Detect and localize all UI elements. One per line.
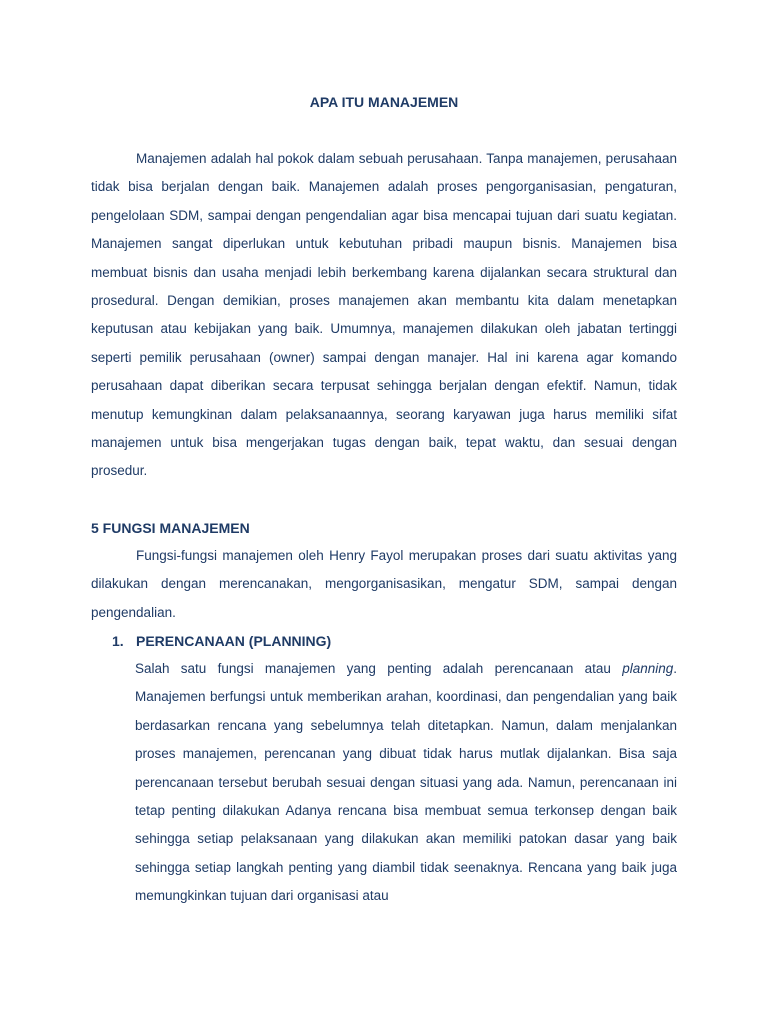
planning-italic-term: planning [622,661,674,676]
planning-paragraph [135,655,677,911]
planning-paragraph-text-after: . Manajemen berfungsi untuk memberikan arahan, koordinasi, dan pengendalian yang baik berdasarkan rencana yang sebelumnya telah ditetapkan. Namun, dalam menjalankan proses manajemen, perencanan yang dibuat tidak harus mutlak dijalankan. Bisa saja perencanaan tersebut berubah sesuai dengan situasi yang ada. Namun, perencanaan ini tetap penting dilakukan Adanya rencana bisa membuat semua terkonsep dengan baik sehingga setiap pelaksanaan yang dilakukan akan memiliki patokan dasar yang baik sehingga setiap langkah penting yang diambil tidak seenaknya. Rencana yang baik juga memungkinkan tujuan dari organisasi atau [135,661,677,904]
list-item-number: 1. [112,633,124,649]
intro-paragraph: Manajemen adalah hal pokok dalam sebuah perusahaan. Tanpa manajemen, perusahaan tidak bisa berjalan dengan baik. Manajemen adalah proses pengorganisasian, pengaturan, pengelolaan SDM, sampai dengan pengendalian agar bisa mencapai tujuan dari suatu kegiatan. Manajemen sangat diperlukan untuk kebutuhan pribadi maupun bisnis. Manajemen bisa membuat bisnis dan usaha menjadi lebih berkembang karena dijalankan secara struktural dan prosedural. Dengan demikian, proses manajemen akan membantu kita dalam menetapkan keputusan atau kebijakan yang baik. Umumnya, manajemen dilakukan oleh jabatan tertinggi seperti pemilik perusahaan (owner) sampai dengan manajer. Hal ini karena agar komando perusahaan dapat diberikan secara terpusat sehingga berjalan dengan efektif. Namun, tidak menutup kemungkinan dalam pelaksanaannya, seorang karyawan juga harus memiliki sifat manajemen untuk bisa mengerjakan tugas dengan baik, tepat waktu, dan sesuai dengan prosedur. [91,151,677,479]
section-heading: 5 FUNGSI MANAJEMEN [91,520,250,536]
planning-paragraph-text-before: Salah satu fungsi manajemen yang penting adalah perencanaan atau [135,661,623,676]
list-item-title: PERENCANAAN (PLANNING) [136,633,332,649]
document-title: APA ITU MANAJEMEN [309,94,459,110]
list-item-heading [112,631,331,651]
section-paragraph: Fungsi-fungsi manajemen oleh Henry Fayol merupakan proses dari suatu aktivitas yang dilakukan dengan merencanakan, mengorganisasikan, mengatur SDM, sampai dengan pengendalian. [91,548,677,620]
